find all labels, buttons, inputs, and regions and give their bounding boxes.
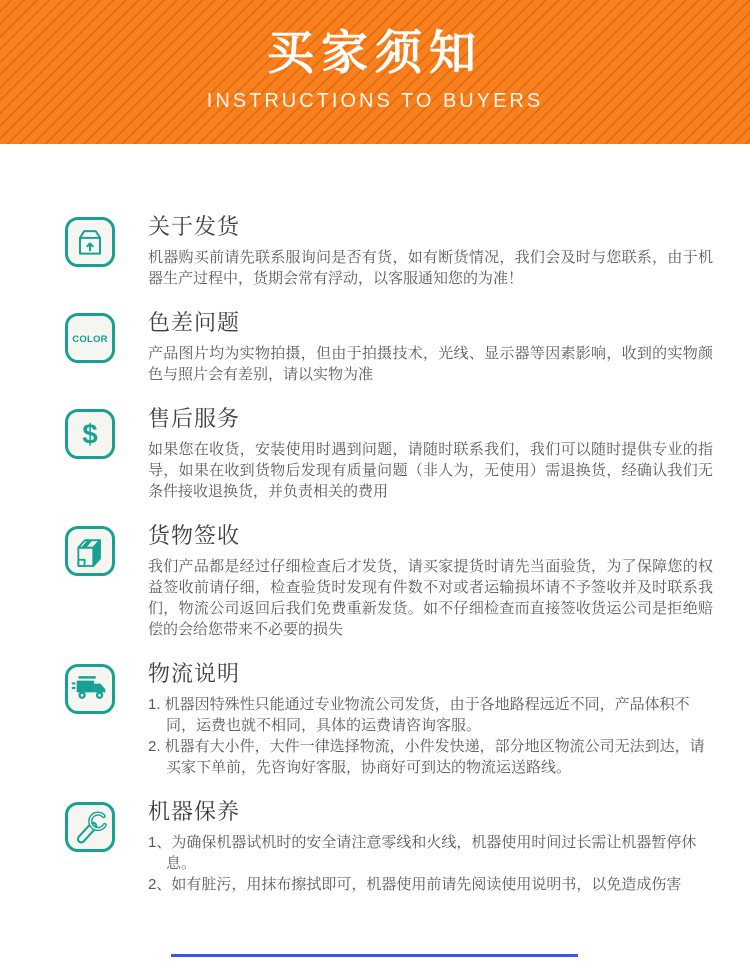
section-body xyxy=(148,832,713,895)
section-paragraph: 如果您在收货，安装使用时遇到问题，请随时联系我们，我们可以随时提供专业的指导，如果在收到货物后发现有质量问题（非人为，无使用）需退换货，经确认我们无条件接收退换货，并负责相关的费用 xyxy=(148,441,713,500)
section-body xyxy=(148,556,713,640)
section-body xyxy=(148,694,713,778)
section-title: 色差问题 xyxy=(148,310,241,335)
section-paragraph: 2、如有脏污，用抹布擦拭即可，机器使用前请先阅读使用说明书，以免造成伤害 xyxy=(148,876,682,893)
notice-sections xyxy=(0,144,750,895)
section-body xyxy=(148,247,713,289)
section-paragraph: 机器购买前请先联系服询问是否有货，如有断货情况，我们会及时与您联系，由于机器生产过程中，货期会常有浮动，以客服通知您的为准！ xyxy=(148,249,713,287)
section-paragraph: 我们产品都是经过仔细检查后才发货，请买家提货时请先当面验货，为了保障您的权益签收前请仔细，检查验货时发现有件数不对或者运输损坏请不予签收并及时联系我们，物流公司返回后我们免费重新发货。如不仔细检查而直接签收货运公司是拒绝赔偿的会给您带来不必要的损失 xyxy=(148,558,713,638)
dollar-icon xyxy=(65,409,115,459)
notice-section xyxy=(65,523,713,640)
section-title: 关于发货 xyxy=(148,214,241,239)
section-paragraph: 1. 机器因特殊性只能通过专业物流公司发货，由于各地路程远近不同，产品体积不同，运费也就不相同，具体的运费请咨询客服。 xyxy=(148,696,690,734)
section-paragraph: 2. 机器有大小件，大件一律选择物流，小件发快递，部分地区物流公司无法到达，请买家下单前，先咨询好客服，协商好可到达的物流运送路线。 xyxy=(148,738,705,776)
notice-section xyxy=(65,406,713,502)
page-subtitle: INSTRUCTIONS TO BUYERS xyxy=(206,90,544,112)
notice-section xyxy=(65,661,713,778)
bottom-divider xyxy=(171,954,578,957)
wrench-icon xyxy=(65,802,115,852)
section-body xyxy=(148,439,713,502)
cube-icon xyxy=(65,526,115,576)
notice-section xyxy=(65,310,713,385)
notice-section xyxy=(65,799,713,895)
svg-text:$: $ xyxy=(82,418,98,450)
section-paragraph: 产品图片均为实物拍摄，但由于拍摄技术，光线、显示器等因素影响，收到的实物颜色与照片会有差别，请以实物为准 xyxy=(148,345,713,383)
section-title: 售后服务 xyxy=(148,406,241,431)
notice-section xyxy=(65,214,713,289)
section-title: 物流说明 xyxy=(148,661,241,686)
svg-text:COLOR: COLOR xyxy=(72,333,108,345)
page-title: 买家须知 xyxy=(267,26,483,79)
section-paragraph: 1、为确保机器试机时的安全请注意零线和火线，机器使用时间过长需让机器暂停休息。 xyxy=(148,834,697,872)
color-icon xyxy=(65,313,115,363)
section-title: 货物签收 xyxy=(148,523,241,548)
section-body xyxy=(148,343,713,385)
truck-icon xyxy=(65,664,115,714)
package-icon xyxy=(65,217,115,267)
section-title: 机器保养 xyxy=(148,799,241,824)
header-banner xyxy=(0,0,750,144)
